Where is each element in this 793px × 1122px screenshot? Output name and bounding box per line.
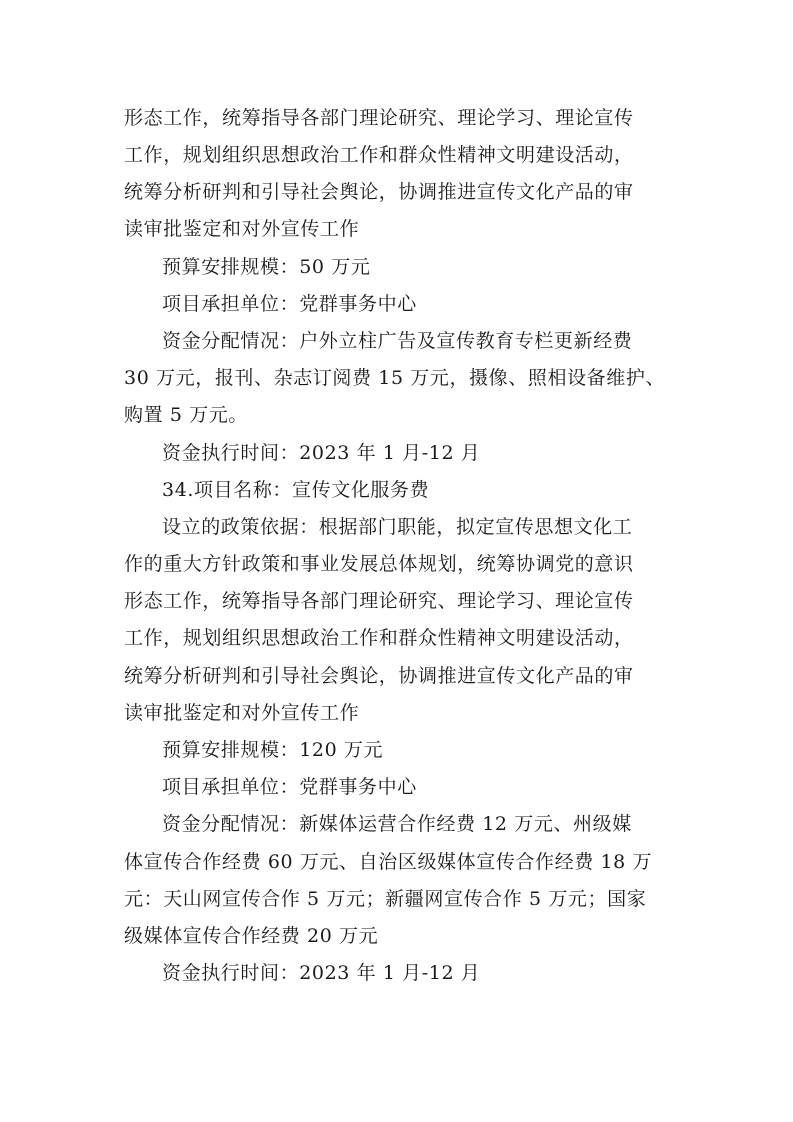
budget-line: 预算安排规模：120 万元 xyxy=(162,739,384,761)
execution-time-line: 资金执行时间：2023 年 1 月-12 月 xyxy=(162,962,481,984)
allocation-line: 购置 5 万元。 xyxy=(124,404,248,426)
project-title: 34.项目名称：宣传文化服务费 xyxy=(162,479,430,501)
allocation-line: 30 万元，报刊、杂志订阅费 15 万元，摄像、照相设备维护、 xyxy=(124,367,666,389)
policy-line: 形态工作，统筹指导各部门理论研究、理论学习、理论宣传 xyxy=(124,590,634,612)
policy-line: 统筹分析研判和引导社会舆论，协调推进宣传文化产品的审 xyxy=(124,665,634,687)
text-line: 读审批鉴定和对外宣传工作 xyxy=(124,218,360,240)
allocation-line: 体宣传合作经费 60 万元、自治区级媒体宣传合作经费 18 万 xyxy=(124,851,653,873)
budget-line: 预算安排规模：50 万元 xyxy=(162,256,371,278)
allocation-line: 级媒体宣传合作经费 20 万元 xyxy=(124,925,379,947)
text-line: 形态工作，统筹指导各部门理论研究、理论学习、理论宣传 xyxy=(124,107,634,129)
text-line: 工作，规划组织思想政治工作和群众性精神文明建设活动， xyxy=(124,144,634,166)
execution-time-line: 资金执行时间：2023 年 1 月-12 月 xyxy=(162,442,481,464)
unit-line: 项目承担单位：党群事务中心 xyxy=(162,293,417,315)
allocation-line: 资金分配情况：新媒体运营合作经费 12 万元、州级媒 xyxy=(162,813,632,835)
policy-line: 设立的政策依据：根据部门职能，拟定宣传思想文化工 xyxy=(162,516,633,538)
unit-line: 项目承担单位：党群事务中心 xyxy=(162,776,417,798)
text-line: 统筹分析研判和引导社会舆论，协调推进宣传文化产品的审 xyxy=(124,181,634,203)
policy-line: 作的重大方针政策和事业发展总体规划，统筹协调党的意识 xyxy=(124,553,634,575)
allocation-line: 资金分配情况：户外立柱广告及宣传教育专栏更新经费 xyxy=(162,330,633,352)
policy-line: 工作，规划组织思想政治工作和群众性精神文明建设活动， xyxy=(124,627,634,649)
policy-line: 读审批鉴定和对外宣传工作 xyxy=(124,702,360,724)
allocation-line: 元：天山网宣传合作 5 万元；新疆网宣传合作 5 万元；国家 xyxy=(124,888,647,910)
